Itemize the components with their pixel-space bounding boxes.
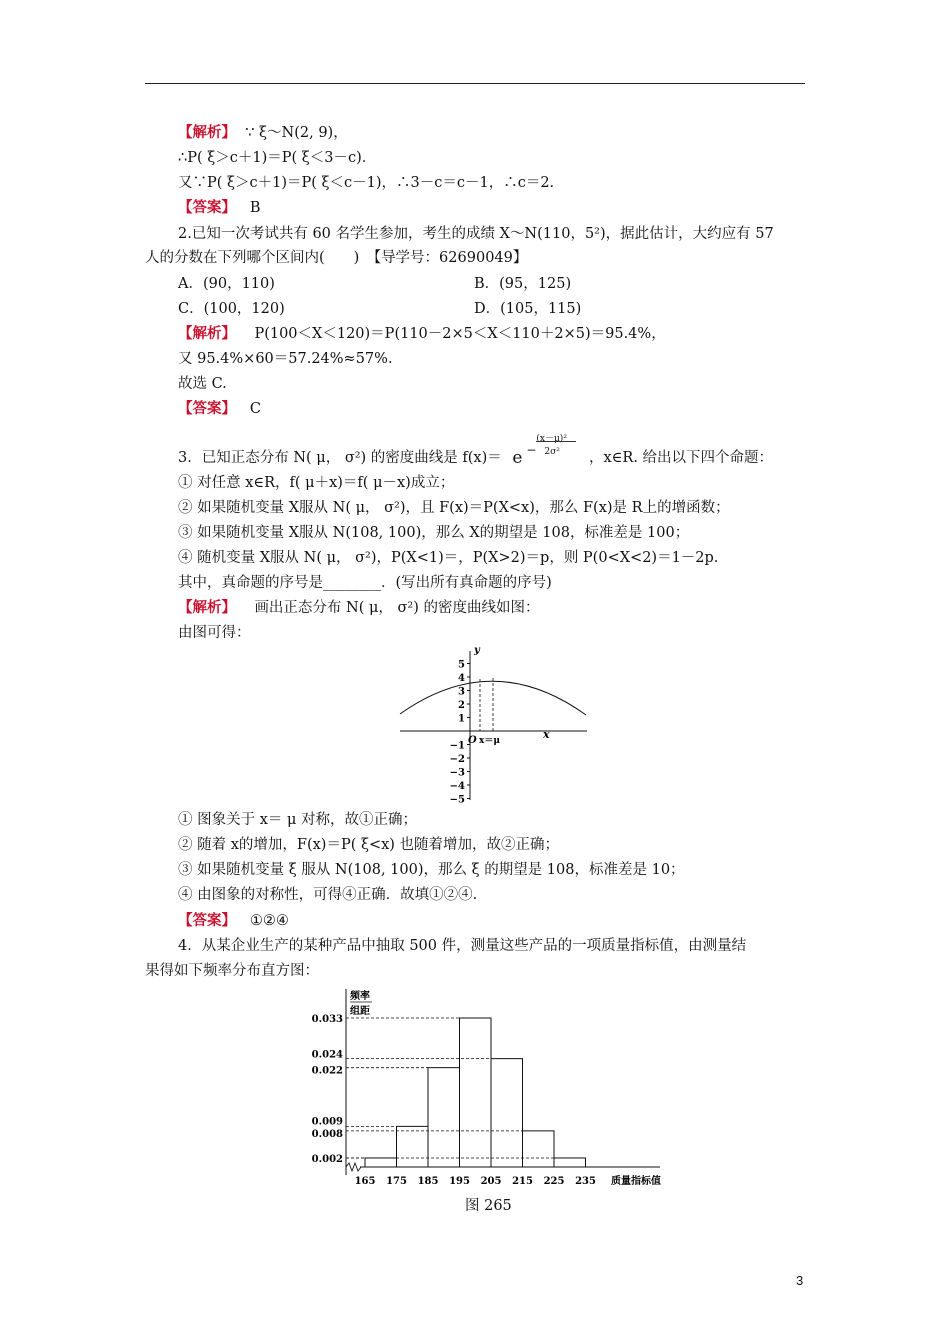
- q2-analysis-line2: 又 95.4%×60＝57.24%≈57%.: [178, 351, 393, 367]
- x-tick-label: 175: [386, 1176, 407, 1187]
- q1-analysis-line2: ∴P( ξ＞c＋1)＝P( ξ＜3－c)．: [178, 150, 377, 166]
- q3-analysis-text: 画出正态分布 N( μ， σ²) 的密度曲线如图：: [254, 600, 540, 616]
- figure-caption: 图 265: [465, 1198, 512, 1214]
- y-tick-label: 0.002: [311, 1153, 343, 1165]
- y-tick-label: −1: [449, 740, 465, 752]
- y-label-bottom: 组距: [350, 1006, 370, 1017]
- y-label-top: 频率: [350, 991, 370, 1002]
- q2-analysis-line1: [178, 324, 666, 344]
- histogram-bar: [554, 1158, 586, 1167]
- q1-analysis-line1: [178, 123, 348, 143]
- x-axis-label: x: [543, 728, 550, 741]
- q2-option-a: A．(90，110): [178, 276, 275, 292]
- y-tick-label: −5: [449, 794, 465, 805]
- histogram-bar: [365, 1158, 397, 1167]
- x-axis-label: 质量指标值: [611, 1176, 661, 1187]
- histogram-figure: [300, 985, 680, 1191]
- y-tick-label: 0.009: [311, 1116, 343, 1128]
- y-axis-label: y: [474, 645, 480, 656]
- q3-reason-3: ③ 如果随机变量 ξ 服从 N(108, 100)，那么 ξ 的期望是 108，标准差是 10；: [178, 862, 685, 878]
- q3-stem-line1: [178, 434, 774, 468]
- density-formula: e − (x－μ)² 2σ²: [506, 448, 584, 468]
- y-tick-label: 2: [458, 700, 465, 711]
- q4-stem-line1: 4．从某企业生产的某种产品中抽取 500 件，测量这些产品的一项质量指标值，由测量结: [178, 938, 747, 954]
- histogram-bar: [523, 1131, 555, 1167]
- mu-label: x＝μ: [479, 736, 500, 746]
- x-tick-label: 165: [354, 1176, 376, 1187]
- q3-answer: ①②④: [249, 913, 289, 929]
- header-rule: [145, 83, 805, 84]
- q3-analysis-line2: 由图可得：: [178, 625, 251, 641]
- q2-answer: C: [249, 401, 261, 417]
- q3-item-2: ② 如果随机变量 X服从 N( μ， σ²)，且 F(x)＝P(X<x)，那么 F(x)是 R上的增函数；: [178, 500, 730, 516]
- q3-analysis-line1: [178, 598, 540, 618]
- y-tick-label: 0.022: [311, 1065, 343, 1077]
- q3-prompt: 其中，真命题的序号是________．(写出所有真命题的序号): [178, 575, 552, 591]
- y-tick-label: 1: [458, 713, 465, 725]
- formula-base: e: [512, 448, 523, 468]
- x-tick-label: 185: [417, 1176, 439, 1187]
- answer-tag: 【答案】: [178, 912, 236, 929]
- origin-label: O: [468, 735, 477, 746]
- q1-analysis-line3: 又∵P( ξ＞c＋1)＝P( ξ＜c－1)，∴3－c＝c－1，∴c＝2.: [178, 175, 555, 191]
- x-tick-label: 195: [449, 1176, 470, 1187]
- answer-tag: 【答案】: [178, 400, 236, 417]
- q4-stem-line2: 果得如下频率分布直方图：: [145, 963, 319, 979]
- page-number: 3: [796, 1273, 804, 1288]
- histogram-bar: [491, 1059, 523, 1167]
- q3-reason-1: ① 图象关于 x＝ μ 对称，故①正确；: [178, 812, 418, 828]
- q2-option-c: C．(100，120): [178, 301, 285, 317]
- formula-denominator: 2σ²: [544, 447, 560, 457]
- q1-analysis-text: ∵ ξ～N(2, 9)，: [245, 125, 348, 141]
- q2-analysis-line3: 故选 C.: [178, 376, 227, 392]
- q3-item-4: ④ 随机变量 X服从 N( μ， σ²)，P(X<1)＝，P(X>2)＝p，则 P(0<X<2)＝1－2p.: [178, 550, 719, 566]
- y-tick-label: −3: [449, 767, 465, 779]
- x-tick-label: 205: [480, 1176, 502, 1187]
- x-tick-label: 225: [543, 1176, 565, 1187]
- q3-reason-2: ② 随着 x的增加，F(x)＝P( ξ<x) 也随着增加，故②正确；: [178, 837, 560, 853]
- y-tick-label: 0.008: [311, 1128, 343, 1140]
- x-tick-label: 235: [575, 1176, 596, 1187]
- q2-stem-line2: 人的分数在下列哪个区间内( ) 【导学号：62690049】: [145, 250, 528, 266]
- q3-reason-4: ④ 由图象的对称性，可得④正确．故填①②④.: [178, 887, 478, 903]
- q3-answer-line: [178, 911, 289, 931]
- y-tick-label: −2: [449, 754, 465, 765]
- histogram-bar: [397, 1126, 429, 1167]
- analysis-tag: 【解析】: [178, 599, 236, 616]
- q2-option-b: B．(95，125): [474, 276, 572, 292]
- y-tick-label: 5: [458, 659, 465, 671]
- y-tick-label: −4: [449, 781, 465, 792]
- x-tick-label: 215: [512, 1176, 533, 1187]
- axis-break: [346, 1163, 361, 1171]
- q3-stem-part1: 3．已知正态分布 N( μ， σ²) 的密度曲线是 f(x)＝: [178, 450, 502, 466]
- q3-item-3: ③ 如果随机变量 X服从 N(108, 100)，那么 X的期望是 108，标准差是 100；: [178, 525, 690, 541]
- normal-curve-figure: [395, 645, 595, 805]
- y-tick-label: 4: [458, 673, 465, 684]
- formula-numerator: (x－μ)²: [536, 434, 567, 444]
- histogram-bar: [460, 1018, 492, 1167]
- q1-answer: B: [249, 200, 261, 216]
- q1-answer-line: [178, 198, 260, 218]
- q2-stem-line1: 2.已知一次考试共有 60 名学生参加，考生的成绩 X～N(110，5²)，据此估计，大约应有 57: [178, 226, 774, 242]
- q2-option-d: D．(105，115): [474, 301, 582, 317]
- q3-item-1: ① 对任意 x∈R，f( μ＋x)＝f( μ－x)成立；: [178, 475, 455, 491]
- y-tick-label: 0.033: [311, 1014, 343, 1025]
- analysis-tag: 【解析】: [178, 124, 236, 141]
- y-tick-label: 0.024: [311, 1049, 343, 1061]
- q2-answer-line: [178, 399, 261, 419]
- analysis-tag: 【解析】: [178, 325, 236, 342]
- q2-analysis-text: P(100＜X＜120)＝P(110－2×5＜X＜110＋2×5)＝95.4%，: [254, 326, 666, 342]
- y-tick-label: 3: [458, 686, 465, 698]
- answer-tag: 【答案】: [178, 199, 236, 216]
- histogram-bar: [428, 1068, 460, 1167]
- q3-stem-part2: ，x∈R. 给出以下四个命题：: [588, 450, 774, 466]
